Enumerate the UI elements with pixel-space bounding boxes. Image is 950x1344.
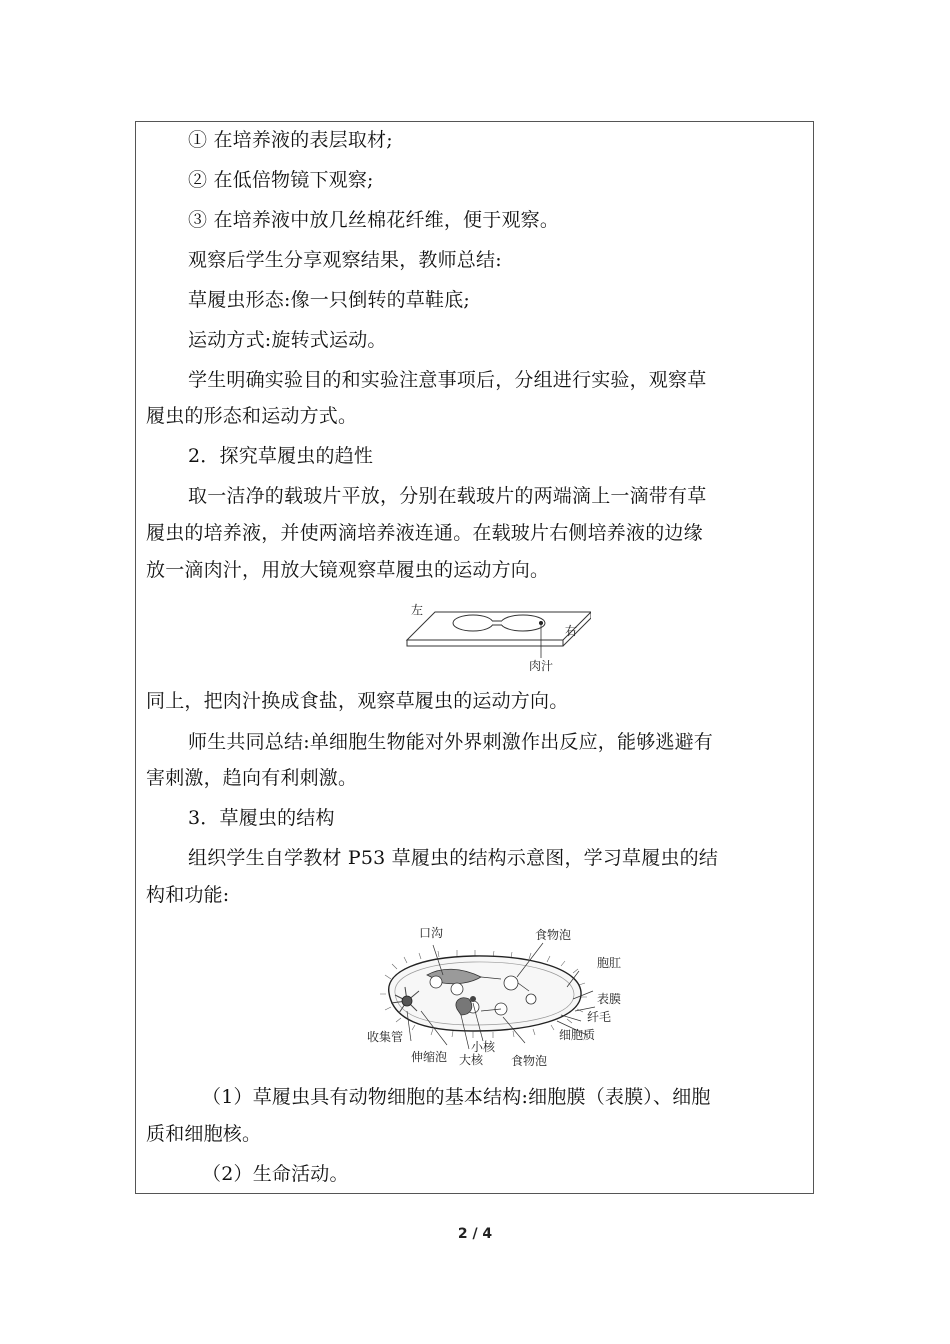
label-pellicle: 表膜 xyxy=(597,992,622,1006)
shape-text: 草履虫形态:像一只倒转的草鞋底; xyxy=(188,289,471,311)
motion-text: 运动方式:旋转式运动。 xyxy=(188,329,387,351)
page-number: 2 / 4 xyxy=(457,1226,493,1242)
label-micronucleus: 小核 xyxy=(471,1040,496,1054)
label-cilia: 纤毛 xyxy=(587,1010,612,1024)
summary-intro: 观察后学生分享观察结果，教师总结: xyxy=(188,249,502,271)
paragraph-line: 害刺激，趋向有利刺激。 xyxy=(146,767,358,789)
section-heading: 3．草履虫的结构 xyxy=(188,807,335,829)
paramecium-diagram xyxy=(361,919,641,1069)
label-food-vacuole-bottom: 食物泡 xyxy=(511,1054,548,1068)
paragraph-line: 构和功能: xyxy=(146,884,230,906)
label-juice: 肉汁 xyxy=(529,659,554,673)
paragraph-line: 学生明确实验目的和实验注意事项后，分组进行实验，观察草 xyxy=(188,369,707,391)
section-heading: 2．探究草履虫的趋性 xyxy=(188,445,374,467)
paragraph-line: 组织学生自学教材 P53 草履虫的结构示意图，学习草履虫的结 xyxy=(188,847,719,869)
paragraph-line: 履虫的形态和运动方式。 xyxy=(146,405,358,427)
step-1: ① 在培养液的表层取材; xyxy=(188,129,393,151)
slide-diagram xyxy=(401,602,591,674)
paragraph-line: 取一洁净的载玻片平放，分别在载玻片的两端滴上一滴带有草 xyxy=(188,485,707,507)
paragraph-line: 同上，把肉汁换成食盐，观察草履虫的运动方向。 xyxy=(146,690,569,712)
label-macronucleus: 大核 xyxy=(459,1053,484,1067)
step-2: ② 在低倍物镜下观察; xyxy=(188,169,374,191)
label-cytoplasm: 细胞质 xyxy=(559,1028,596,1042)
paragraph-line: 质和细胞核。 xyxy=(146,1123,262,1145)
paragraph-line: 师生共同总结:单细胞生物能对外界刺激作出反应，能够逃避有 xyxy=(188,731,714,753)
label-oral-groove: 口沟 xyxy=(419,926,444,940)
label-collecting-canal: 收集管 xyxy=(367,1030,404,1044)
label-food-vacuole-top: 食物泡 xyxy=(535,928,572,942)
paragraph-line: （1）草履虫具有动物细胞的基本结构:细胞膜（表膜）、细胞 xyxy=(202,1086,711,1108)
label-right: 右 xyxy=(565,624,578,638)
content-table-cell xyxy=(135,121,814,1194)
paragraph-line: 放一滴肉汁，用放大镜观察草履虫的运动方向。 xyxy=(146,559,550,581)
label-contractile-vacuole: 伸缩泡 xyxy=(411,1050,448,1064)
label-anal-pore: 胞肛 xyxy=(597,956,622,970)
step-3: ③ 在培养液中放几丝棉花纤维，便于观察。 xyxy=(188,209,560,231)
paragraph-line: 履虫的培养液，并使两滴培养液连通。在载玻片右侧培养液的边缘 xyxy=(146,522,703,544)
paragraph-line: （2）生命活动。 xyxy=(202,1163,349,1185)
label-left: 左 xyxy=(411,603,424,617)
